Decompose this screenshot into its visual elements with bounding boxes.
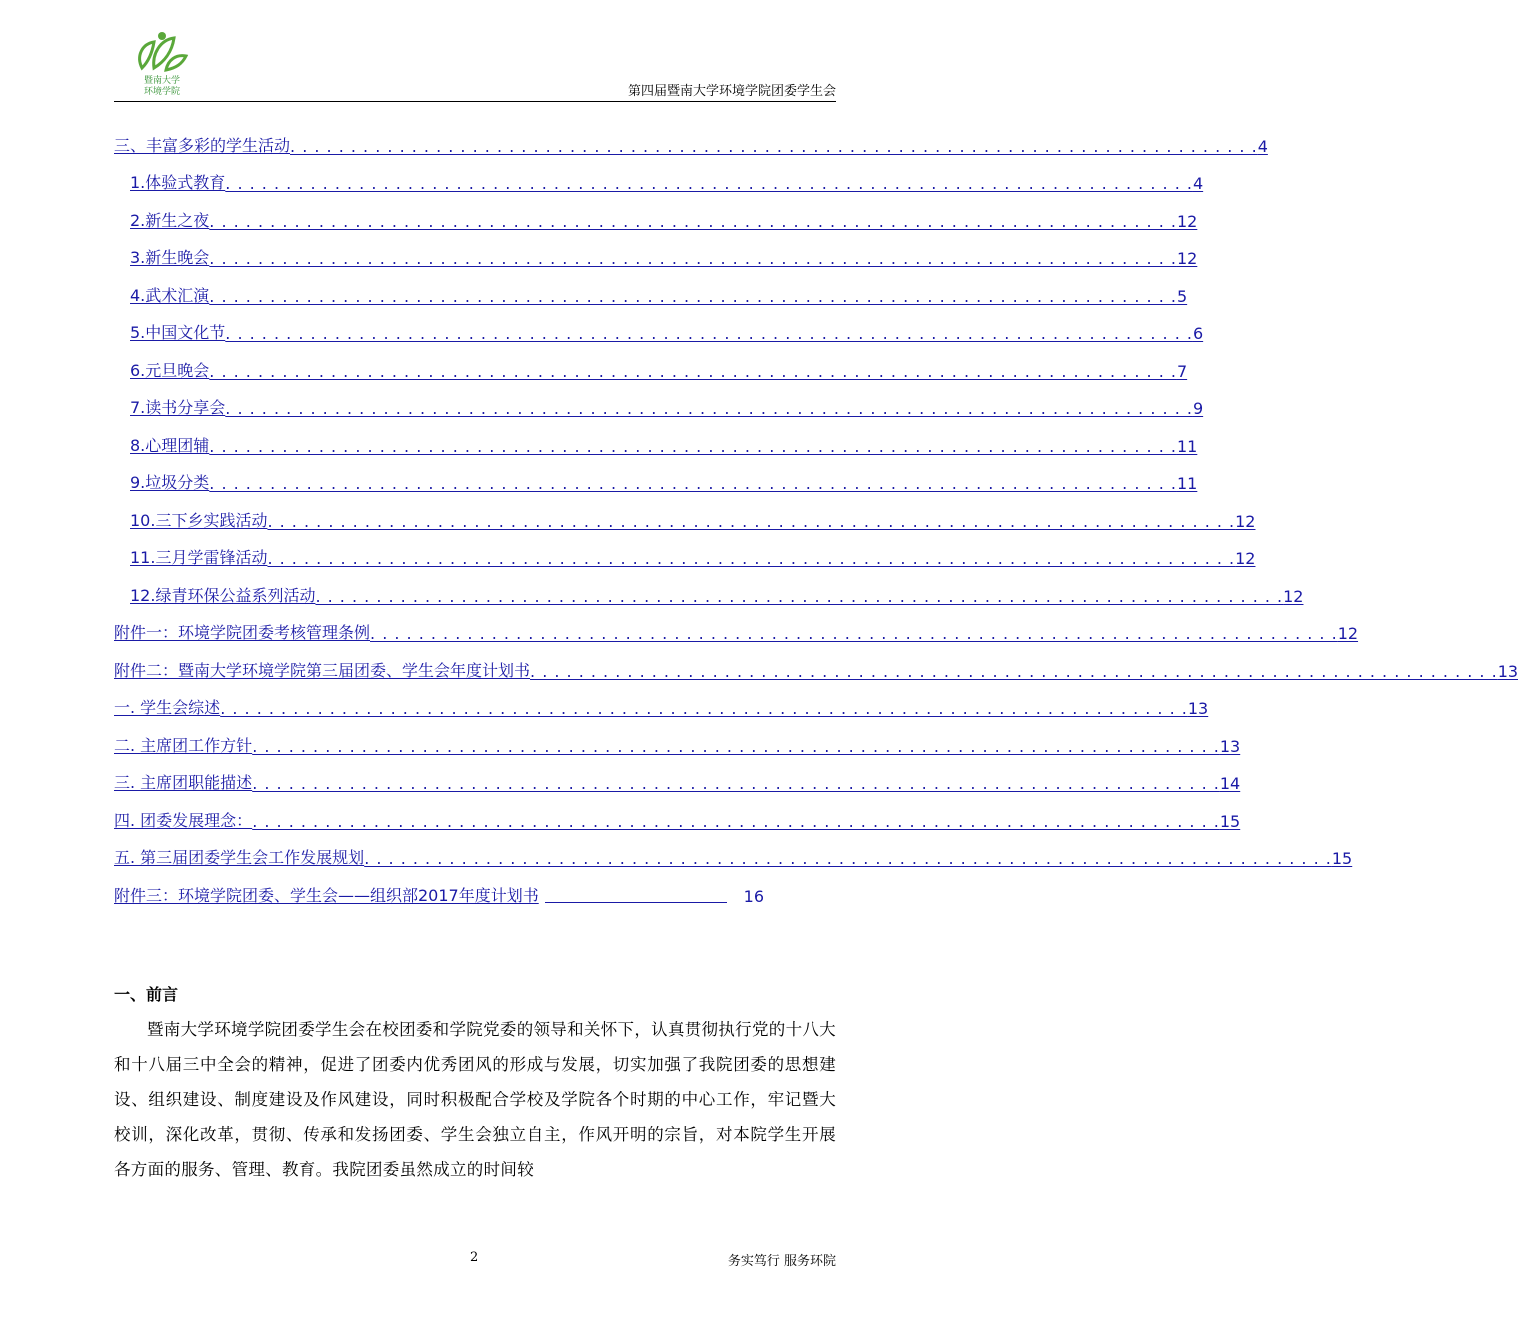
- header-title: 第四届暨南大学环境学院团委学生会: [627, 84, 836, 99]
- toc-entry[interactable]: [114, 118, 1268, 156]
- toc-entry-title: 10.三下乡实践活动: [130, 510, 268, 530]
- toc-dot-leader: . . . . . . . . . . . . . . . . . . . . . . . . . . . . . . . . . . . . . . . . . . . . . . . . . . . . . . . . . . . . . . . . . . . . . . . . . . . . . . . .: [290, 136, 1258, 156]
- toc-entry[interactable]: [114, 456, 1198, 494]
- logo-caption: [138, 76, 186, 98]
- toc-dot-leader: . . . . . . . . . . . . . . . . . . . . . . . . . . . . . . . . . . . . . . . . . . . . . . . . . . . . . . . . . . . . . . . . . . . . . . . . . . . . . . . .: [209, 436, 1177, 456]
- toc-entry-title: 6.元旦晚会: [130, 360, 210, 380]
- toc-entry[interactable]: [114, 231, 1198, 269]
- toc-entry-page: 11: [1176, 474, 1198, 493]
- toc-dot-leader: . . . . . . . . . . . . . . . . . . . . . . . . . . . . . . . . . . . . . . . . . . . . . . . . . . . . . . . . . . . . . . . . . . . . . . . . . . . . . . . .: [209, 249, 1177, 268]
- toc-entry[interactable]: [114, 643, 1518, 681]
- logo-caption-line2: 环境学院: [143, 87, 180, 97]
- toc-dot-leader: . . . . . . . . . . . . . . . . . . . . . . . . . . . . . . . . . . . . . . . . . . . . . . . . . . . . . . . . . . . . . . . . . . . . . . . . . . . . . . . .: [225, 399, 1193, 418]
- toc-entry-title: 五. 第三届团委学生会工作发展规划: [114, 848, 365, 867]
- toc-entry-title: 7.读书分享会: [130, 398, 226, 417]
- toc-dot-leader: . . . . . . . . . . . . . . . . . . . . . . . . . . . . . . . . . . . . . . . . . . . . . . . . . . . . . . . . . . . . . . . . . . . . . . . . . . . . . . . .: [267, 549, 1236, 568]
- toc-entry[interactable]: [114, 793, 1241, 831]
- toc-entry-title: 附件一：环境学院团委考核管理条例: [114, 623, 371, 642]
- toc-dot-leader: . . . . . . . . . . . . . . . . . . . . . . . . . . . . . . . . . . . . . . . . . . . . . . . . . . . . . . . . . . . . . . . . . . . . . . . . . . . . . . . .: [267, 511, 1236, 531]
- toc-entry-page: 13: [1187, 699, 1209, 718]
- table-of-contents: [114, 118, 1518, 906]
- toc-entry-title: 二. 主席团工作方针: [114, 735, 253, 755]
- toc-entry-title: 1.体验式教育: [130, 173, 226, 192]
- toc-dot-leader: . . . . . . . . . . . . . . . . . . . . . . . . . . . . . . . . . . . . . . . . . . . . . . . . . . . . . . . . . . . . . . . . . . . . . . . . . . . . . . . .: [209, 286, 1177, 306]
- section-title: 一、前言: [114, 985, 179, 1004]
- toc-entry-page: 11: [1176, 436, 1198, 456]
- toc-entry-title: 附件二：暨南大学环境学院第三届团委、学生会年度计划书: [114, 660, 531, 680]
- toc-entry-page: 4: [1257, 136, 1268, 156]
- toc-entry-page: 6: [1192, 324, 1204, 343]
- leaf-logo-icon: [132, 28, 194, 78]
- toc-entry-page: 14: [1219, 774, 1241, 793]
- logo-caption-line1: 暨南大学: [143, 76, 180, 86]
- toc-entry-title: 三、丰富多彩的学生活动: [114, 135, 291, 155]
- toc-underline-gap: [545, 901, 727, 903]
- toc-entry-page: 12: [1283, 586, 1304, 606]
- toc-entry[interactable]: [114, 268, 1188, 306]
- toc-dot-leader: . . . . . . . . . . . . . . . . . . . . . . . . . . . . . . . . . . . . . . . . . . . . . . . . . . . . . . . . . . . . . . . . . . . . . . . . . . . . . . . .: [209, 361, 1177, 381]
- toc-entry-title: 8.心理团辅: [130, 435, 210, 455]
- toc-entry-title: 2.新生之夜: [130, 210, 210, 230]
- toc-entry-page: 5: [1176, 286, 1188, 306]
- toc-entry[interactable]: [114, 493, 1256, 531]
- toc-entry-title: 四. 团委发展理念：: [114, 810, 253, 830]
- toc-entry-title: 三. 主席团职能描述: [114, 773, 253, 792]
- toc-entry[interactable]: [114, 306, 1204, 344]
- toc-entry-title: 附件三：环境学院团委、学生会——组织部2017年度计划书: [114, 885, 539, 905]
- toc-entry-page: 12: [1235, 549, 1256, 568]
- toc-entry[interactable]: [114, 681, 1209, 719]
- toc-entry[interactable]: [114, 381, 1204, 419]
- toc-entry[interactable]: [114, 531, 1256, 569]
- toc-entry[interactable]: [114, 868, 804, 906]
- toc-entry[interactable]: [114, 756, 1241, 794]
- toc-entry-title: 9.垃圾分类: [130, 473, 210, 492]
- toc-dot-leader: . . . . . . . . . . . . . . . . . . . . . . . . . . . . . . . . . . . . . . . . . . . . . . . . . . . . . . . . . . . . . . . . . . . . . . . . . . . . . . . .: [252, 811, 1220, 831]
- section-paragraph: 暨南大学环境学院团委学生会在校团委和学院党委的领导和关怀下，认真贯彻执行党的十八大和十八届三中全会的精神，促进了团委内优秀团风的形成与发展，切实加强了我院团委的思想建设、组织建设、制度建设及作风建设，同时积极配合学校及学院各个时期的中心工作，牢记暨大校训，深化改革，贯彻、传承和发扬团委、学生会独立自主，作风开明的宗旨，对本院学生开展各方面的服务、管理、教育。我院团委虽然成立的时间较: [114, 1020, 836, 1179]
- toc-dot-leader: . . . . . . . . . . . . . . . . . . . . . . . . . . . . . . . . . . . . . . . . . . . . . . . . . . . . . . . . . . . . . . . . . . . . . . . . . . . . . . . .: [209, 474, 1177, 493]
- toc-entry-page: 4: [1192, 174, 1204, 193]
- toc-entry-page: 12: [1235, 511, 1256, 531]
- toc-entry-title: 3.新生晚会: [130, 248, 210, 267]
- toc-entry[interactable]: [114, 193, 1198, 231]
- toc-entry[interactable]: [114, 718, 1241, 756]
- toc-entry[interactable]: [114, 831, 1353, 869]
- toc-entry-page: 13: [1497, 661, 1518, 681]
- toc-dot-leader: . . . . . . . . . . . . . . . . . . . . . . . . . . . . . . . . . . . . . . . . . . . . . . . . . . . . . . . . . . . . . . . . . . . . . . . . . . . . . . . .: [315, 586, 1284, 606]
- toc-entry-page: 12: [1176, 211, 1198, 231]
- toc-dot-leader: . . . . . . . . . . . . . . . . . . . . . . . . . . . . . . . . . . . . . . . . . . . . . . . . . . . . . . . . . . . . . . . . . . . . . . . . . . . . . . . .: [209, 211, 1177, 231]
- toc-entry-title: 4.武术汇演: [130, 285, 210, 305]
- toc-entry[interactable]: [114, 418, 1198, 456]
- toc-dot-leader: . . . . . . . . . . . . . . . . . . . . . . . . . . . . . . . . . . . . . . . . . . . . . . . . . . . . . . . . . . . . . . . . . . . . . . . . . . . . . . . .: [364, 849, 1332, 868]
- toc-entry-page: 13: [1219, 736, 1241, 756]
- toc-dot-leader: . . . . . . . . . . . . . . . . . . . . . . . . . . . . . . . . . . . . . . . . . . . . . . . . . . . . . . . . . . . . . . . . . . . . . . . . . . . . . . . .: [252, 736, 1220, 756]
- toc-entry-page: 15: [1219, 811, 1241, 831]
- toc-entry[interactable]: [114, 343, 1188, 381]
- toc-entry[interactable]: [114, 568, 1304, 606]
- toc-dot-leader: . . . . . . . . . . . . . . . . . . . . . . . . . . . . . . . . . . . . . . . . . . . . . . . . . . . . . . . . . . . . . . . . . . . . . . . . . . . . . . . .: [225, 324, 1193, 343]
- toc-entry-page: 16: [743, 886, 764, 906]
- toc-dot-leader: . . . . . . . . . . . . . . . . . . . . . . . . . . . . . . . . . . . . . . . . . . . . . . . . . . . . . . . . . . . . . . . . . . . . . . . . . . . . . . . .: [220, 699, 1188, 718]
- toc-entry-page: 9: [1192, 399, 1204, 418]
- toc-dot-leader: . . . . . . . . . . . . . . . . . . . . . . . . . . . . . . . . . . . . . . . . . . . . . . . . . . . . . . . . . . . . . . . . . . . . . . . . . . . . . . . .: [530, 661, 1498, 681]
- toc-entry[interactable]: [114, 606, 1359, 644]
- toc-dot-leader: . . . . . . . . . . . . . . . . . . . . . . . . . . . . . . . . . . . . . . . . . . . . . . . . . . . . . . . . . . . . . . . . . . . . . . . . . . . . . . . .: [252, 774, 1220, 793]
- toc-entry-page: 12: [1337, 624, 1359, 643]
- toc-entry-title: 11.三月学雷锋活动: [130, 548, 268, 567]
- toc-entry-page: 15: [1331, 849, 1353, 868]
- toc-entry-page: 7: [1176, 361, 1188, 381]
- toc-entry-title: 5.中国文化节: [130, 323, 226, 342]
- footer-motto: 务实笃行 服务环院: [727, 1254, 836, 1269]
- toc-entry-title: 12.绿青环保公益系列活动: [130, 585, 316, 605]
- header-divider: [114, 101, 836, 102]
- toc-entry[interactable]: [114, 156, 1204, 194]
- toc-entry-page: 12: [1176, 249, 1198, 268]
- toc-dot-leader: . . . . . . . . . . . . . . . . . . . . . . . . . . . . . . . . . . . . . . . . . . . . . . . . . . . . . . . . . . . . . . . . . . . . . . . . . . . . . . . .: [370, 624, 1338, 643]
- toc-entry-title: 一. 学生会综述: [114, 698, 221, 717]
- page-number: 2: [470, 1250, 479, 1265]
- toc-dot-leader: . . . . . . . . . . . . . . . . . . . . . . . . . . . . . . . . . . . . . . . . . . . . . . . . . . . . . . . . . . . . . . . . . . . . . . . . . . . . . . . .: [225, 174, 1193, 193]
